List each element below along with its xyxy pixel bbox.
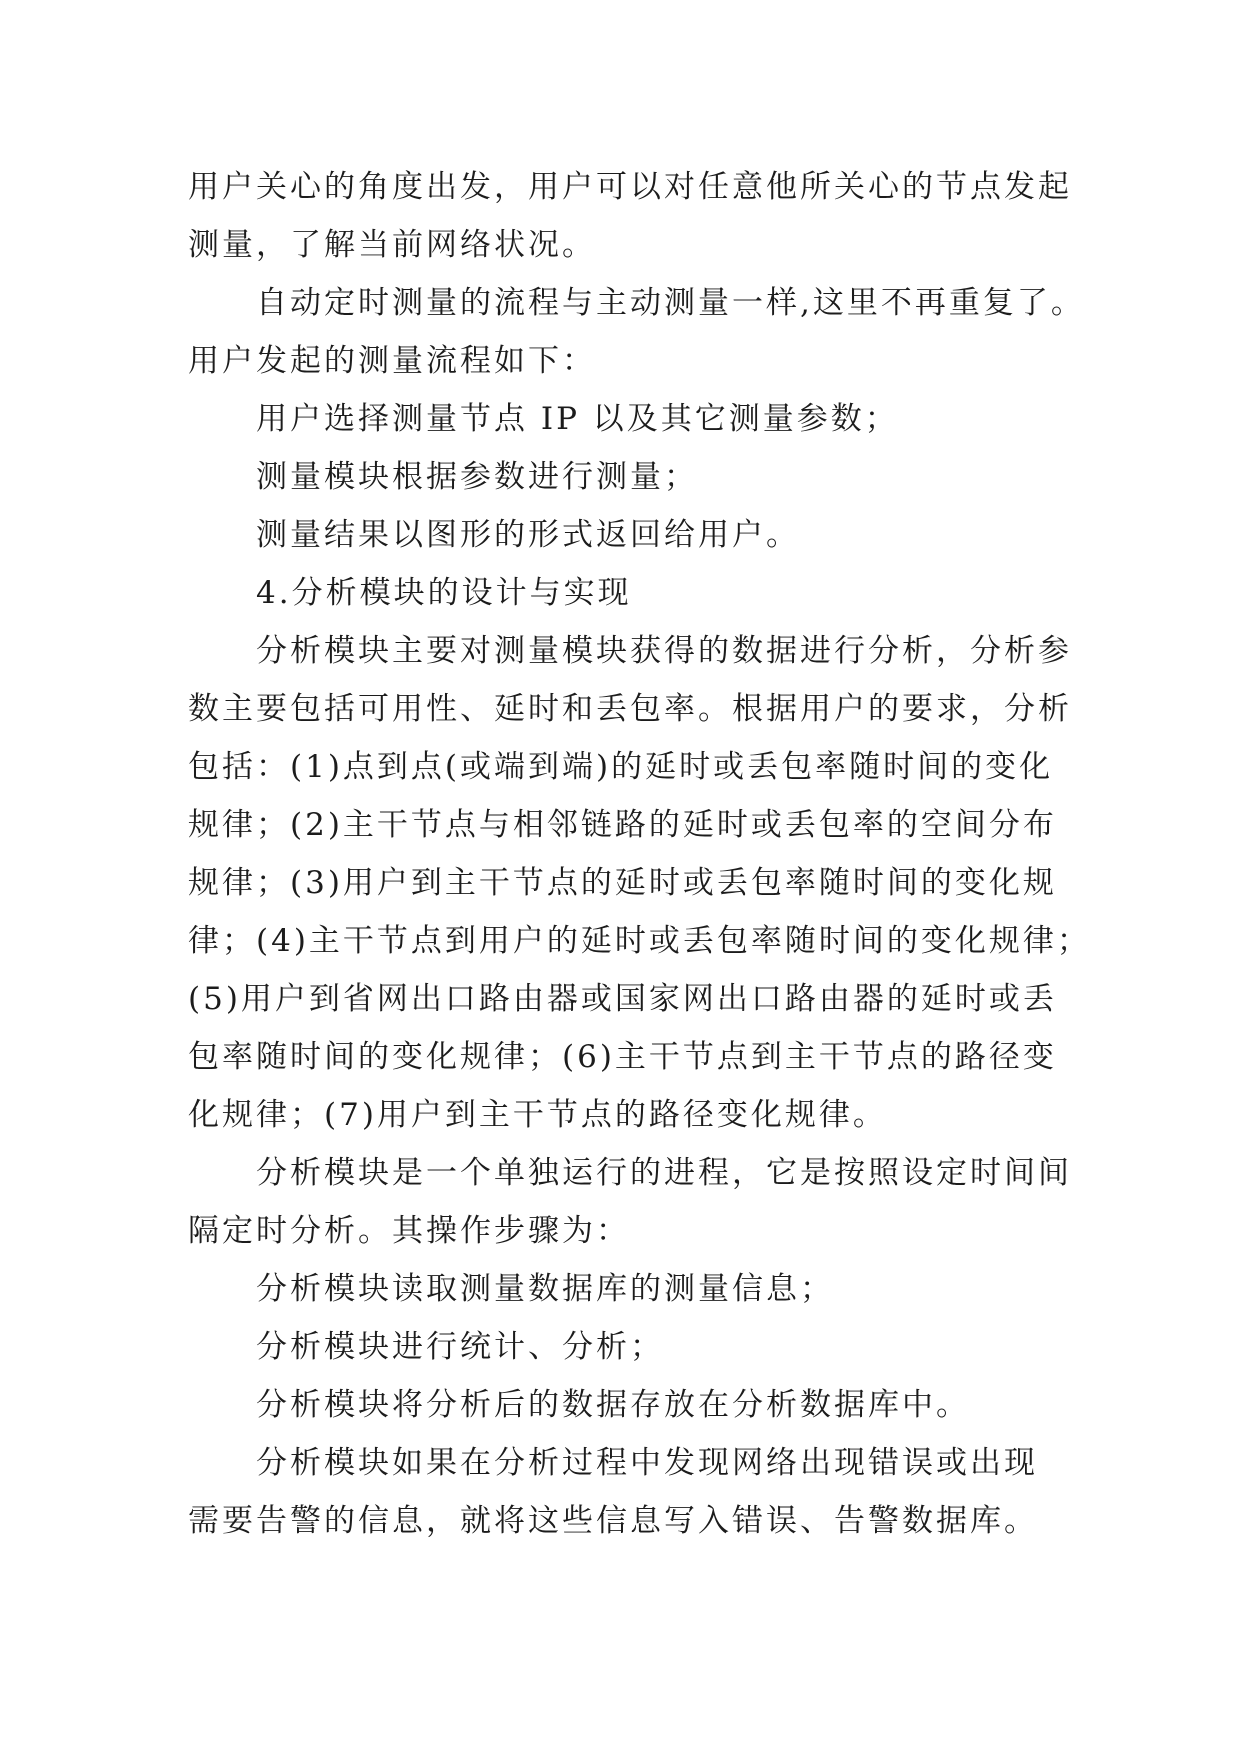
section-heading: 4.分析模块的设计与实现 — [256, 575, 632, 611]
text-line: 规律；(3)用户到主干节点的延时或丢包率随时间的变化规 — [188, 865, 1057, 901]
text-line: 测量结果以图形的形式返回给用户。 — [256, 517, 800, 553]
text-line: 律；(4)主干节点到用户的延时或丢包率随时间的变化规律； — [188, 923, 1091, 959]
text-line: 测量模块根据参数进行测量； — [256, 459, 698, 495]
text-line: 自动定时测量的流程与主动测量一样,这里不再重复了。 — [256, 285, 1085, 321]
text-line: 数主要包括可用性、延时和丢包率。根据用户的要求，分析 — [188, 691, 1072, 727]
text-line: 分析模块进行统计、分析； — [256, 1329, 664, 1365]
text-line: 规律；(2)主干节点与相邻链路的延时或丢包率的空间分布 — [188, 807, 1057, 843]
body-text — [188, 158, 1091, 1550]
text-line: 用户发起的测量流程如下： — [188, 343, 596, 379]
text-line: 需要告警的信息，就将这些信息写入错误、告警数据库。 — [188, 1503, 1038, 1539]
text-line: 包率随时间的变化规律；(6)主干节点到主干节点的路径变 — [188, 1039, 1057, 1075]
text-line: 分析模块是一个单独运行的进程，它是按照设定时间间 — [256, 1155, 1072, 1191]
text-line: 分析模块读取测量数据库的测量信息； — [256, 1271, 834, 1307]
text-line: 分析模块将分析后的数据存放在分析数据库中。 — [256, 1387, 970, 1423]
text-line: 隔定时分析。其操作步骤为： — [188, 1213, 630, 1249]
text-line: 化规律；(7)用户到主干节点的路径变化规律。 — [188, 1097, 887, 1133]
text-line: (5)用户到省网出口路由器或国家网出口路由器的延时或丢 — [188, 981, 1057, 1017]
text-line: 用户关心的角度出发，用户可以对任意他所关心的节点发起 — [188, 169, 1072, 205]
text-line: 用户选择测量节点 IP 以及其它测量参数； — [256, 401, 899, 437]
text-line: 包括：(1)点到点(或端到端)的延时或丢包率随时间的变化 — [188, 749, 1054, 785]
text-line: 分析模块主要对测量模块获得的数据进行分析，分析参 — [256, 633, 1072, 669]
text-line: 测量，了解当前网络状况。 — [188, 227, 596, 263]
text-line: 分析模块如果在分析过程中发现网络出现错误或出现 — [256, 1445, 1038, 1481]
